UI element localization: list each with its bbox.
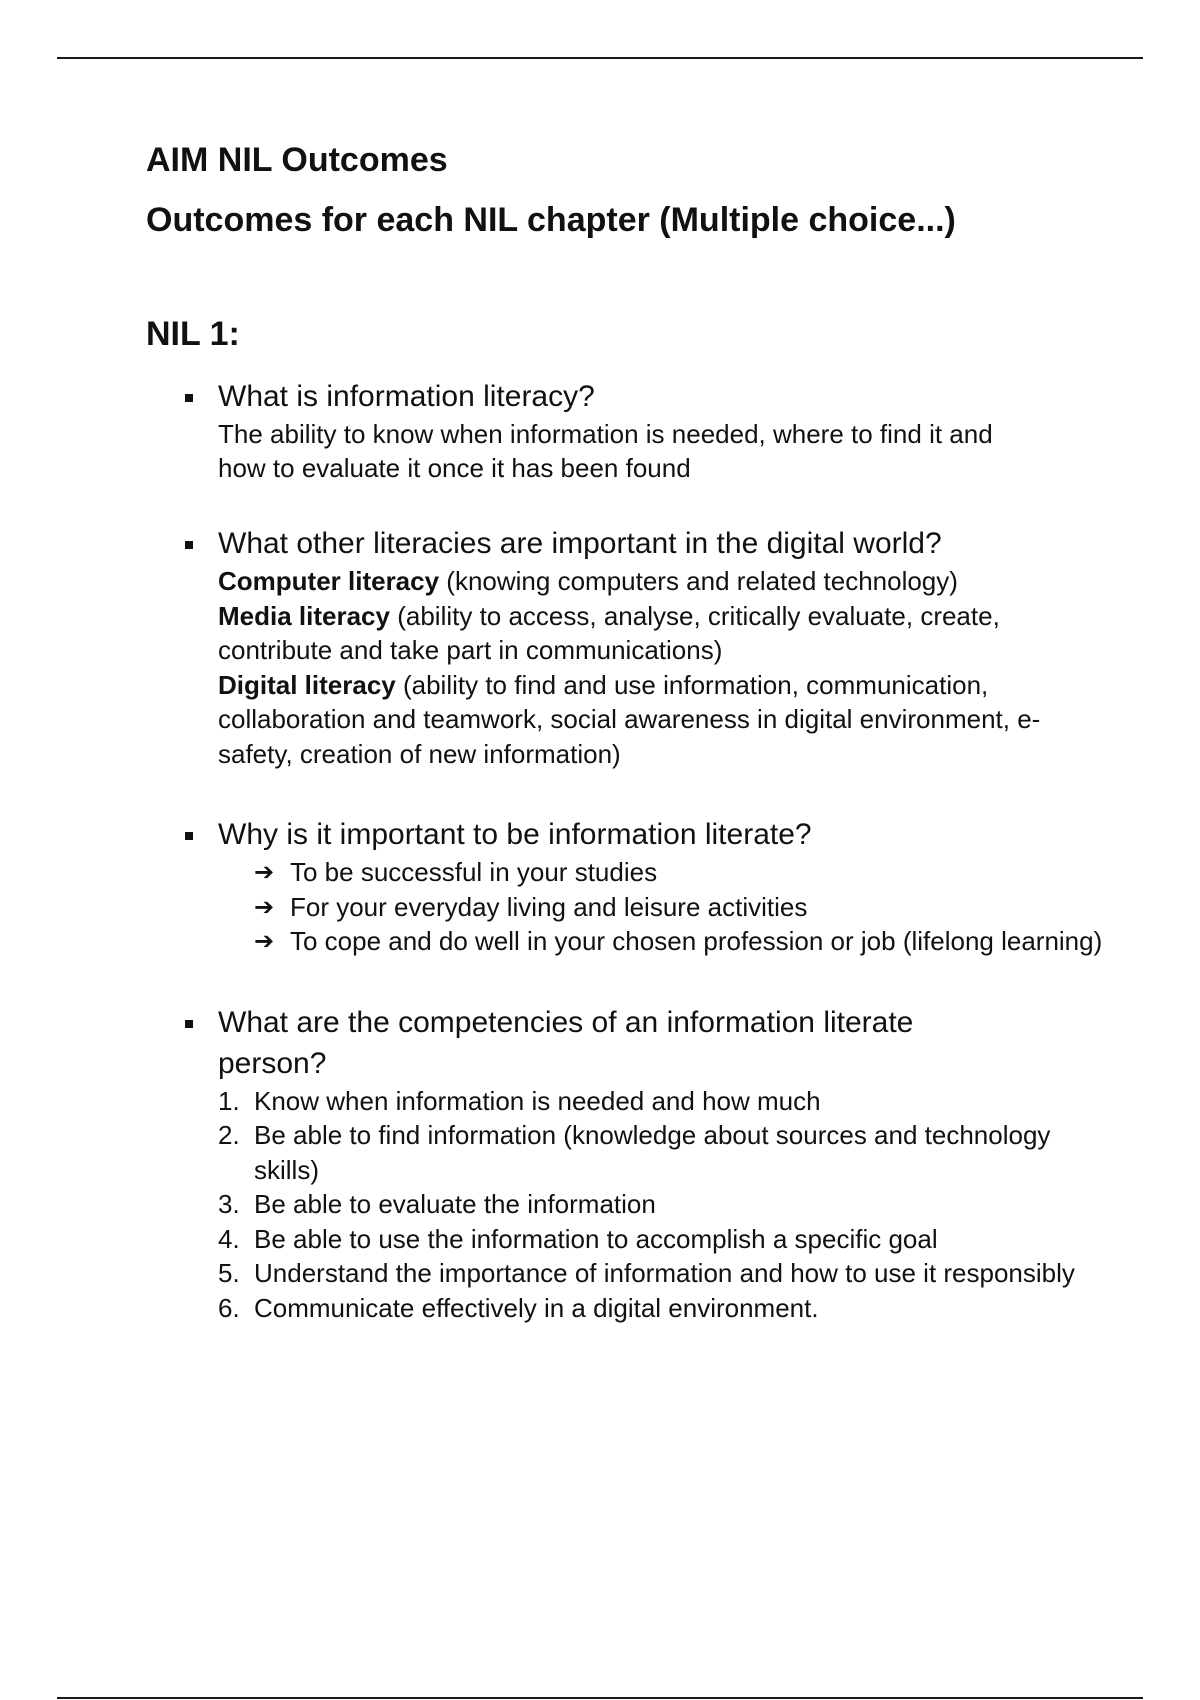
literacy-entry — [218, 668, 1106, 772]
question-item — [146, 376, 1106, 485]
reason-item — [218, 924, 1106, 959]
question-text: Why is it important to be information literate? — [218, 818, 812, 851]
right-arrow-icon: ➔ — [254, 858, 275, 886]
question-item — [146, 814, 1106, 959]
reason-item — [218, 890, 1106, 925]
literacy-entry — [218, 599, 1106, 668]
square-bullet-icon — [185, 832, 193, 840]
competency-item — [218, 1118, 1106, 1187]
reason-text: To cope and do well in your chosen profession or job (lifelong learning) — [290, 926, 1103, 956]
reason-text: To be successful in your studies — [290, 857, 658, 887]
right-arrow-icon: ➔ — [254, 892, 275, 921]
question-text: What other literacies are important in the digital world? — [218, 527, 942, 560]
reason-item — [218, 855, 1106, 890]
document-subtitle: Outcomes for each NIL chapter (Multiple choice...) — [146, 201, 956, 239]
competency-number: 4. — [218, 1223, 240, 1254]
competency-text: Know when information is needed and how much — [254, 1085, 821, 1116]
right-arrow-icon: ➔ — [254, 927, 275, 955]
question-item — [146, 523, 1106, 771]
competency-number: 3. — [218, 1189, 240, 1219]
competency-item — [218, 1187, 1106, 1222]
answer-line: The ability to know when information is needed, where to find it and — [218, 419, 993, 449]
square-bullet-icon — [185, 394, 193, 402]
competency-number: 6. — [218, 1292, 240, 1323]
question-text: What are the competencies of an information literate person? — [218, 1005, 914, 1080]
literacy-description: (ability to find and use information, communication, collaboration and teamwork, social awareness in digital environment, e-safety, creation of new information) — [218, 669, 1041, 769]
bottom-rule — [57, 1697, 1143, 1699]
question-text: What is information literacy? — [218, 380, 595, 413]
document-title: AIM NIL Outcomes — [146, 141, 448, 179]
competency-item — [218, 1256, 1106, 1291]
literacy-description: (ability to access, analyse, critically evaluate, create, contribute and take part in communications) — [218, 600, 1000, 665]
section-heading: NIL 1: — [146, 315, 240, 353]
square-bullet-icon — [185, 1020, 193, 1028]
question-item — [146, 1002, 1106, 1326]
question-list — [146, 376, 1106, 1325]
competency-number: 1. — [218, 1085, 240, 1116]
competency-list — [218, 1084, 1106, 1326]
competency-number: 2. — [218, 1120, 240, 1150]
competency-text: Be able to evaluate the information — [254, 1189, 656, 1219]
competency-text: Understand the importance of information and how to use it responsibly — [254, 1258, 1075, 1288]
literacy-term: Digital literacy — [218, 669, 396, 700]
competency-text: Be able to find information (knowledge about sources and technology skills) — [254, 1120, 1051, 1185]
document-page — [146, 140, 1106, 1325]
literacy-term: Media literacy — [218, 600, 390, 631]
competency-text: Be able to use the information to accomplish a specific goal — [254, 1223, 938, 1254]
competency-text: Communicate effectively in a digital environment. — [254, 1292, 819, 1323]
competency-number: 5. — [218, 1258, 240, 1288]
answer-line: how to evaluate it once it has been found — [218, 453, 691, 483]
literacy-entry — [218, 564, 1106, 599]
competency-item — [218, 1291, 1106, 1326]
reason-list — [218, 855, 1106, 959]
literacy-term: Computer literacy — [218, 566, 440, 596]
competency-item — [218, 1084, 1106, 1119]
reason-text: For your everyday living and leisure activities — [290, 891, 808, 922]
square-bullet-icon — [185, 541, 193, 549]
top-rule — [57, 57, 1143, 59]
competency-item — [218, 1222, 1106, 1257]
literacy-description: (knowing computers and related technology) — [439, 566, 958, 596]
